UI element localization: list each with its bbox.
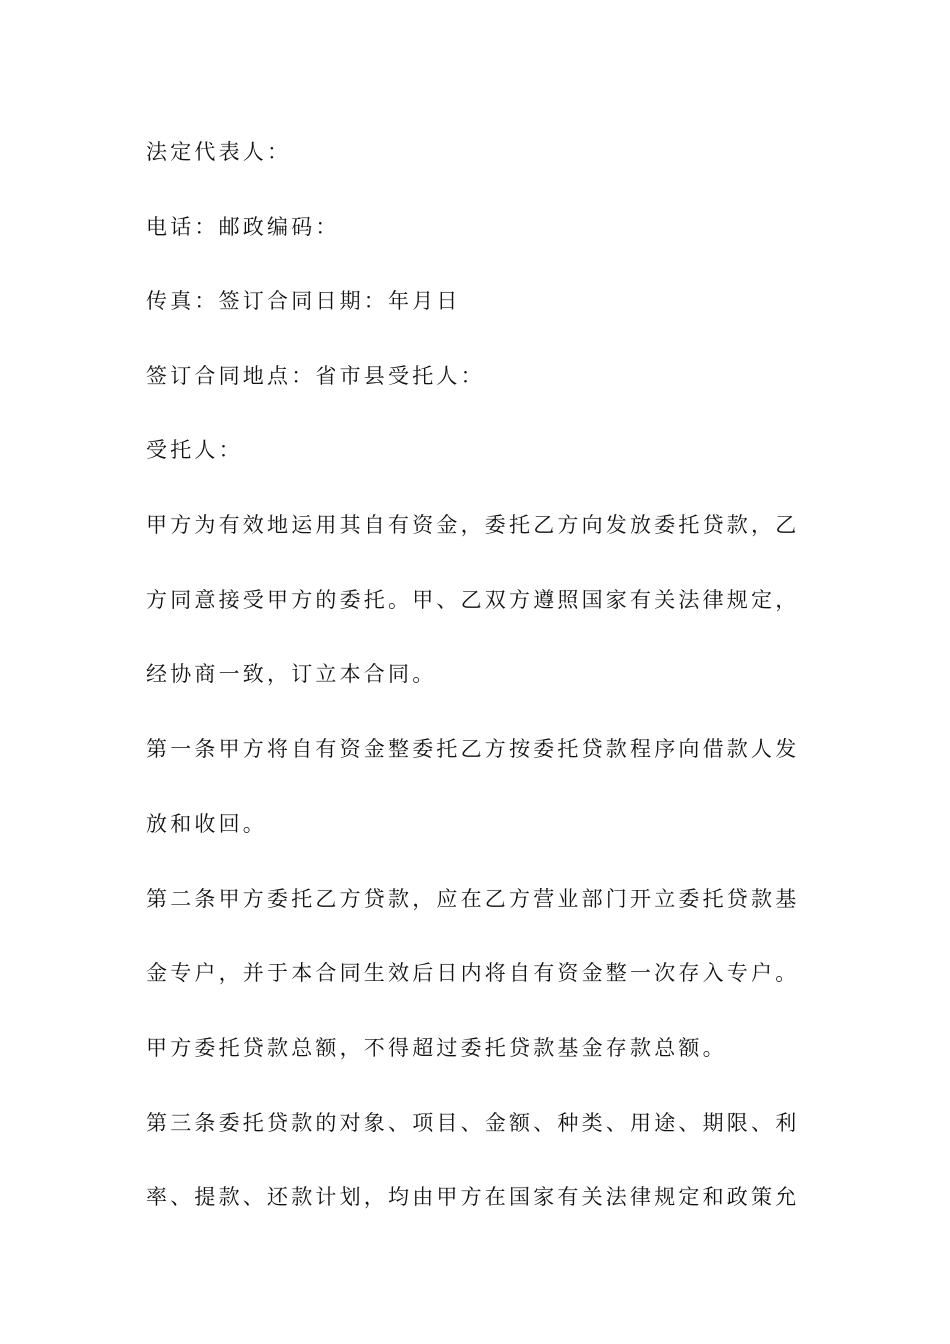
article-3-line-2: 率、提款、还款计划，均由甲方在国家有关法律规定和政策允 bbox=[146, 1185, 800, 1209]
article-1-line-2: 放和收回。 bbox=[146, 812, 267, 836]
paragraph-intro-line-3: 经协商一致，订立本合同。 bbox=[146, 662, 437, 686]
article-2-line-2: 金专户，并于本合同生效后日内将自有资金整一次存入专户。 bbox=[146, 961, 800, 985]
phone-postcode-line: 电话：邮政编码： bbox=[146, 215, 340, 239]
paragraph-intro-line-2: 方同意接受甲方的委托。甲、乙双方遵照国家有关法律规定， bbox=[146, 588, 800, 612]
fax-date-line: 传真：签订合同日期：年月日 bbox=[146, 289, 461, 313]
signing-location-line: 签订合同地点：省市县受托人： bbox=[146, 364, 485, 388]
article-2-line-3: 甲方委托贷款总额，不得超过委托贷款基金存款总额。 bbox=[146, 1036, 727, 1060]
trustee-line: 受托人： bbox=[146, 438, 243, 462]
paragraph-intro-line-1: 甲方为有效地运用其自有资金，委托乙方向发放委托贷款，乙 bbox=[146, 513, 800, 537]
article-2-line-1: 第二条甲方委托乙方贷款，应在乙方营业部门开立委托贷款基 bbox=[146, 887, 800, 911]
article-3-line-1: 第三条委托贷款的对象、项目、金额、种类、用途、期限、利 bbox=[146, 1111, 800, 1135]
article-1-line-1: 第一条甲方将自有资金整委托乙方按委托贷款程序向借款人发 bbox=[146, 737, 800, 761]
legal-representative-line: 法定代表人： bbox=[146, 140, 292, 164]
